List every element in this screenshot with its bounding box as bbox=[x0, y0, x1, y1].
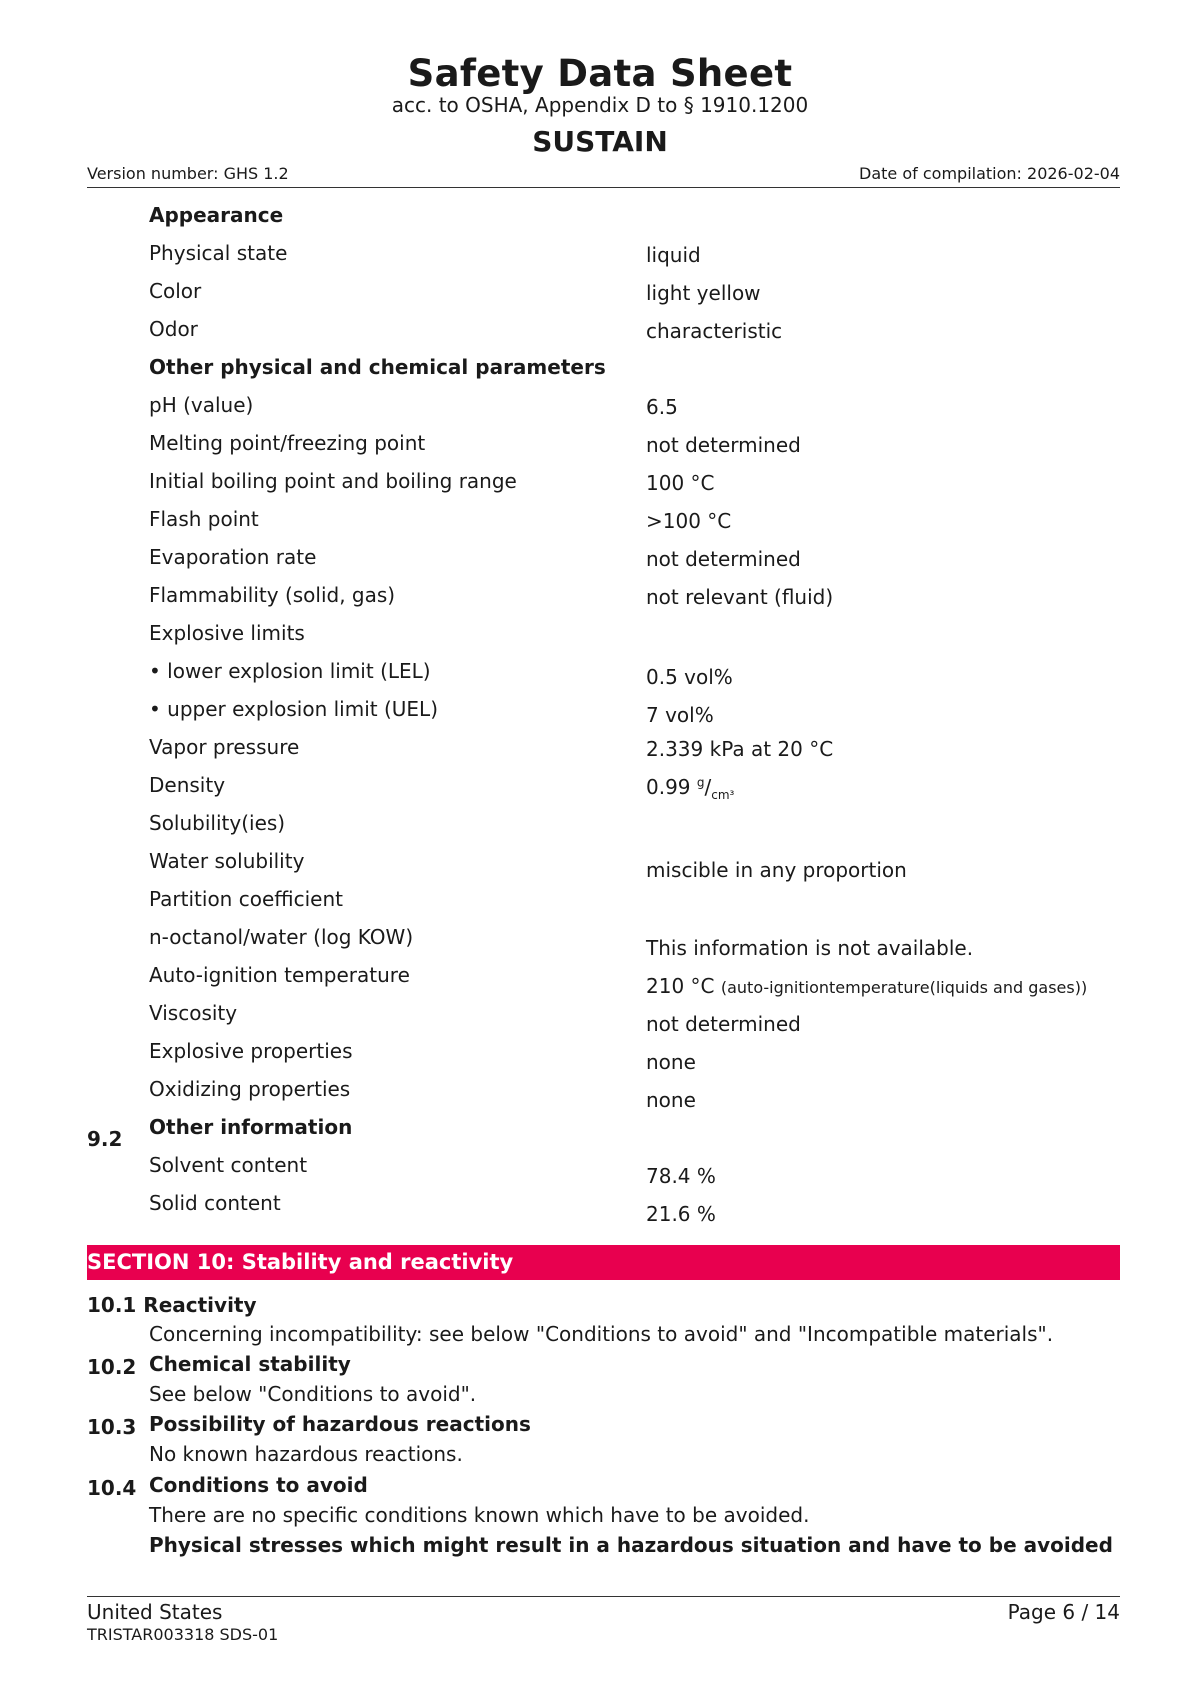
document-title: Safety Data Sheet bbox=[407, 52, 793, 95]
boiling-value: 100 °C bbox=[646, 471, 715, 495]
property-row bbox=[0, 507, 1200, 539]
section-10-title: SECTION 10: Stability and reactivity bbox=[87, 1250, 514, 1274]
subsection-10-3-heading: Possibility of hazardous reactions bbox=[149, 1412, 531, 1436]
color-label: Color bbox=[149, 279, 202, 303]
solid-label: Solid content bbox=[149, 1191, 281, 1215]
subsection-10-1-heading: 10.1 Reactivity bbox=[87, 1293, 257, 1317]
property-row bbox=[0, 545, 1200, 577]
section-number-9-2: 9.2 bbox=[87, 1127, 123, 1151]
flammability-label: Flammability (solid, gas) bbox=[149, 583, 396, 607]
subsection-10-2-heading: Chemical stability bbox=[149, 1352, 351, 1376]
property-row bbox=[0, 1191, 1200, 1226]
version-number: Version number: GHS 1.2 bbox=[87, 164, 289, 183]
property-row bbox=[0, 1001, 1200, 1036]
property-row bbox=[0, 279, 1200, 311]
explosive-props-value: none bbox=[646, 1050, 696, 1074]
property-row bbox=[0, 925, 1200, 960]
flash-value: >100 °C bbox=[646, 509, 732, 533]
viscosity-value: not determined bbox=[646, 1012, 801, 1036]
lel-label: • lower explosion limit (LEL) bbox=[149, 659, 431, 683]
water-solubility-label: Water solubility bbox=[149, 849, 305, 873]
section-10-header bbox=[87, 1245, 1120, 1280]
footer-divider bbox=[87, 1596, 1120, 1597]
reactivity-text: Concerning incompatibility: see below "Conditions to avoid" and "Incompatible materials". bbox=[149, 1322, 1054, 1346]
property-row bbox=[0, 1039, 1200, 1074]
other-params-heading-row bbox=[0, 355, 1200, 387]
evaporation-value: not determined bbox=[646, 547, 801, 571]
ph-value: 6.5 bbox=[646, 395, 678, 419]
color-value: light yellow bbox=[646, 281, 761, 305]
property-row bbox=[0, 659, 1200, 691]
autoignition-note: (auto-ignitiontemperature(liquids and gases)) bbox=[720, 978, 1088, 997]
property-row bbox=[0, 849, 1200, 881]
property-row bbox=[0, 811, 1200, 843]
odor-label: Odor bbox=[149, 317, 198, 341]
property-row bbox=[0, 1153, 1200, 1188]
subsection-number: 10.2 bbox=[87, 1355, 137, 1379]
property-row bbox=[0, 431, 1200, 463]
other-info-heading: Other information bbox=[149, 1115, 353, 1139]
product-name: SUSTAIN bbox=[532, 125, 668, 158]
oxidizing-label: Oxidizing properties bbox=[149, 1077, 351, 1101]
subsection-number: 10.4 bbox=[87, 1476, 137, 1500]
subsection-10-4-heading: Conditions to avoid bbox=[149, 1473, 368, 1497]
property-row bbox=[0, 963, 1200, 998]
property-row bbox=[0, 773, 1200, 805]
melting-label: Melting point/freezing point bbox=[149, 431, 426, 455]
solid-value: 21.6 % bbox=[646, 1202, 716, 1226]
footer-country: United States bbox=[87, 1600, 223, 1624]
evaporation-label: Evaporation rate bbox=[149, 545, 317, 569]
autoignition-temp: 210 °C bbox=[646, 974, 715, 998]
kow-value: This information is not available. bbox=[646, 936, 974, 960]
hazardous-reactions-text: No known hazardous reactions. bbox=[149, 1442, 463, 1466]
autoignition-label: Auto-ignition temperature bbox=[149, 963, 410, 987]
solvent-value: 78.4 % bbox=[646, 1164, 716, 1188]
physical-state-value: liquid bbox=[646, 243, 701, 267]
document-subtitle: acc. to OSHA, Appendix D to § 1910.1200 bbox=[391, 93, 809, 117]
header-divider bbox=[87, 187, 1120, 188]
compilation-date: Date of compilation: 2026-02-04 bbox=[859, 164, 1120, 183]
kow-label: n-octanol/water (log KOW) bbox=[149, 925, 414, 949]
water-solubility-value: miscible in any proportion bbox=[646, 858, 907, 882]
flammability-value: not relevant (fluid) bbox=[646, 585, 834, 609]
property-row bbox=[0, 735, 1200, 767]
vapor-value: 2.339 kPa at 20 °C bbox=[646, 737, 834, 761]
boiling-label: Initial boiling point and boiling range bbox=[149, 469, 517, 493]
melting-value: not determined bbox=[646, 433, 801, 457]
other-params-heading: Other physical and chemical parameters bbox=[149, 355, 606, 379]
property-row bbox=[0, 583, 1200, 615]
solubility-label: Solubility(ies) bbox=[149, 811, 286, 835]
other-info-heading-row bbox=[0, 1115, 1200, 1151]
density-value: 0.99 $^g/_{cm^3}$ bbox=[646, 775, 735, 802]
density-unit-denominator: cm³ bbox=[711, 788, 735, 802]
footer-document-id: TRISTAR003318 SDS-01 bbox=[87, 1625, 279, 1644]
property-row bbox=[0, 317, 1200, 349]
explosive-limits-label: Explosive limits bbox=[149, 621, 305, 645]
lel-value: 0.5 vol% bbox=[646, 665, 733, 689]
stability-text: See below "Conditions to avoid". bbox=[149, 1382, 477, 1406]
density-unit-numerator: g bbox=[696, 775, 705, 790]
flash-label: Flash point bbox=[149, 507, 259, 531]
property-row bbox=[0, 241, 1200, 273]
property-row bbox=[0, 469, 1200, 501]
page-number: Page 6 / 14 bbox=[1007, 1600, 1120, 1624]
explosive-props-label: Explosive properties bbox=[149, 1039, 353, 1063]
odor-value: characteristic bbox=[646, 319, 783, 343]
appearance-heading-row bbox=[0, 203, 1200, 235]
vapor-label: Vapor pressure bbox=[149, 735, 300, 759]
property-row bbox=[0, 697, 1200, 729]
solvent-label: Solvent content bbox=[149, 1153, 308, 1177]
physical-state-label: Physical state bbox=[149, 241, 288, 265]
physical-stresses-heading: Physical stresses which might result in a hazardous situation and have to be avoided bbox=[149, 1533, 1113, 1557]
appearance-heading: Appearance bbox=[149, 203, 284, 227]
ph-label: pH (value) bbox=[149, 393, 254, 417]
partition-label: Partition coefficient bbox=[149, 887, 343, 911]
viscosity-label: Viscosity bbox=[149, 1001, 238, 1025]
autoignition-value bbox=[646, 974, 1087, 998]
conditions-text: There are no specific conditions known which have to be avoided. bbox=[149, 1503, 810, 1527]
density-label: Density bbox=[149, 773, 226, 797]
property-row bbox=[0, 393, 1200, 425]
uel-value: 7 vol% bbox=[646, 703, 714, 727]
property-row bbox=[0, 887, 1200, 919]
density-number: 0.99 bbox=[646, 775, 691, 799]
oxidizing-value: none bbox=[646, 1088, 696, 1112]
subsection-number: 10.3 bbox=[87, 1415, 137, 1439]
property-row bbox=[0, 621, 1200, 653]
property-row bbox=[0, 1077, 1200, 1112]
uel-label: • upper explosion limit (UEL) bbox=[149, 697, 439, 721]
